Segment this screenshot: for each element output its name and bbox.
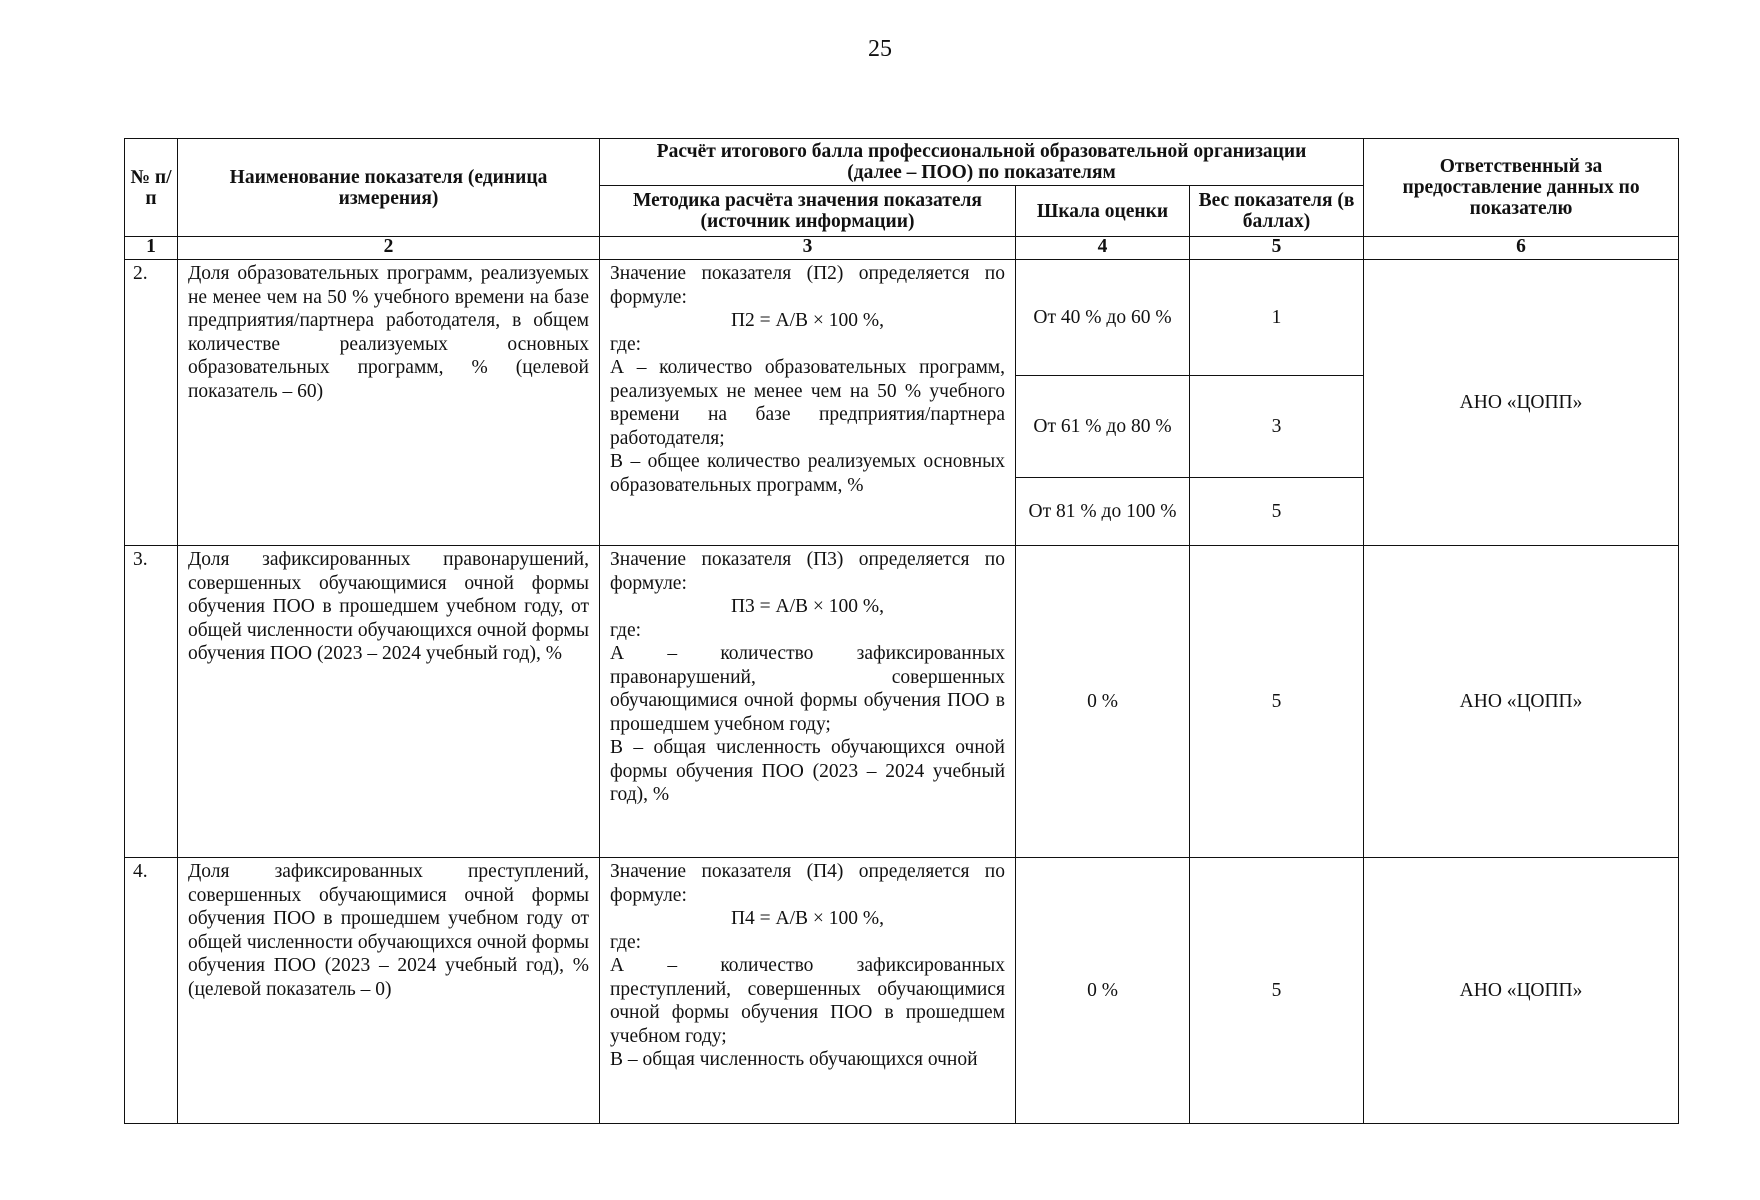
column-number: 1 bbox=[125, 237, 178, 260]
where-label: где: bbox=[610, 931, 642, 953]
column-number: 2 bbox=[178, 237, 600, 260]
definition-a: А – количество зафиксированных правонарушений, совершенных обучающимися очной формы обучения ПОО в прошедшем учебном году; bbox=[610, 643, 1005, 735]
responsible-cell: АНО «ЦОПП» bbox=[1364, 858, 1679, 1124]
table-row bbox=[125, 260, 1679, 376]
weight-cell: 5 bbox=[1190, 478, 1364, 546]
header-responsible: Ответственный за предоставление данных по показателю bbox=[1364, 139, 1679, 237]
indicator-name: Доля зафиксированных преступлений, совершенных обучающимися очной формы обучения ПОО в прошедшем учебном году от общей численности обучающихся очной формы обучения ПОО (2023 – 2024 учебный год), % (целевой показатель – 0) bbox=[178, 858, 600, 1124]
header-scale: Шкала оценки bbox=[1016, 186, 1190, 237]
method-cell bbox=[600, 260, 1016, 546]
definition-a: А – количество образовательных программ, реализуемых не менее чем на 50 % учебного времени на базе предприятия/партнера работодателя; bbox=[610, 357, 1005, 449]
column-number: 6 bbox=[1364, 237, 1679, 260]
scale-cell: 0 % bbox=[1016, 858, 1190, 1124]
column-number: 5 bbox=[1190, 237, 1364, 260]
header-row-1 bbox=[125, 139, 1679, 186]
where-label: где: bbox=[610, 333, 642, 355]
weight-cell: 5 bbox=[1190, 858, 1364, 1124]
indicators-table bbox=[124, 138, 1679, 1124]
definition-a: А – количество зафиксированных преступлений, совершенных обучающимися очной формы обучения ПОО в прошедшем учебном году; bbox=[610, 955, 1005, 1047]
method-intro: Значение показателя (П4) определяется по формуле: bbox=[610, 861, 1005, 906]
definition-b: В – общая численность обучающихся очной формы обучения ПОО (2023 – 2024 учебный год), % bbox=[610, 737, 1005, 805]
header-weight: Вес показателя (в баллах) bbox=[1190, 186, 1364, 237]
header-calc-group: Расчёт итогового балла профессиональной образовательной организации (далее – ПОО) по показателям bbox=[600, 139, 1364, 186]
header-method: Методика расчёта значения показателя (источник информации) bbox=[600, 186, 1016, 237]
formula: П4 = А/В × 100 %, bbox=[730, 908, 885, 929]
row-number: 4. bbox=[125, 858, 178, 1124]
weight-cell: 3 bbox=[1190, 376, 1364, 478]
page-number: 25 bbox=[868, 36, 892, 62]
definition-b: В – общая численность обучающихся очной bbox=[610, 1049, 978, 1070]
column-number: 4 bbox=[1016, 237, 1190, 260]
scale-cell: 0 % bbox=[1016, 546, 1190, 858]
method-intro: Значение показателя (П3) определяется по формуле: bbox=[610, 549, 1005, 594]
weight-cell: 1 bbox=[1190, 260, 1364, 376]
table-row bbox=[125, 858, 1679, 1124]
definition-b: В – общее количество реализуемых основных образовательных программ, % bbox=[610, 451, 1005, 496]
header-name: Наименование показателя (единица измерения) bbox=[178, 139, 600, 237]
weight-cell: 5 bbox=[1190, 546, 1364, 858]
where-label: где: bbox=[610, 619, 642, 641]
responsible-cell: АНО «ЦОПП» bbox=[1364, 260, 1679, 546]
method-intro: Значение показателя (П2) определяется по формуле: bbox=[610, 263, 1005, 308]
method-cell bbox=[600, 858, 1016, 1124]
scale-cell: От 61 % до 80 % bbox=[1016, 376, 1190, 478]
row-number: 3. bbox=[125, 546, 178, 858]
method-cell bbox=[600, 546, 1016, 858]
column-number-row bbox=[125, 237, 1679, 260]
indicator-name: Доля зафиксированных правонарушений, совершенных обучающимися очной формы обучения ПОО в прошедшем учебном году, от общей численности обучающихся очной формы обучения ПОО (2023 – 2024 учебный год), % bbox=[178, 546, 600, 858]
indicator-name: Доля образовательных программ, реализуемых не менее чем на 50 % учебного времени на базе предприятия/партнера работодателя, в общем количестве реализуемых основных образовательных программ, % (целевой показатель – 60) bbox=[178, 260, 600, 546]
formula: П2 = А/В × 100 %, bbox=[730, 310, 885, 331]
scale-cell: От 40 % до 60 % bbox=[1016, 260, 1190, 376]
scale-cell: От 81 % до 100 % bbox=[1016, 478, 1190, 546]
header-no: № п/п bbox=[125, 139, 178, 237]
table-row bbox=[125, 546, 1679, 858]
formula: П3 = А/В × 100 %, bbox=[730, 596, 885, 617]
column-number: 3 bbox=[600, 237, 1016, 260]
responsible-cell: АНО «ЦОПП» bbox=[1364, 546, 1679, 858]
row-number: 2. bbox=[125, 260, 178, 546]
